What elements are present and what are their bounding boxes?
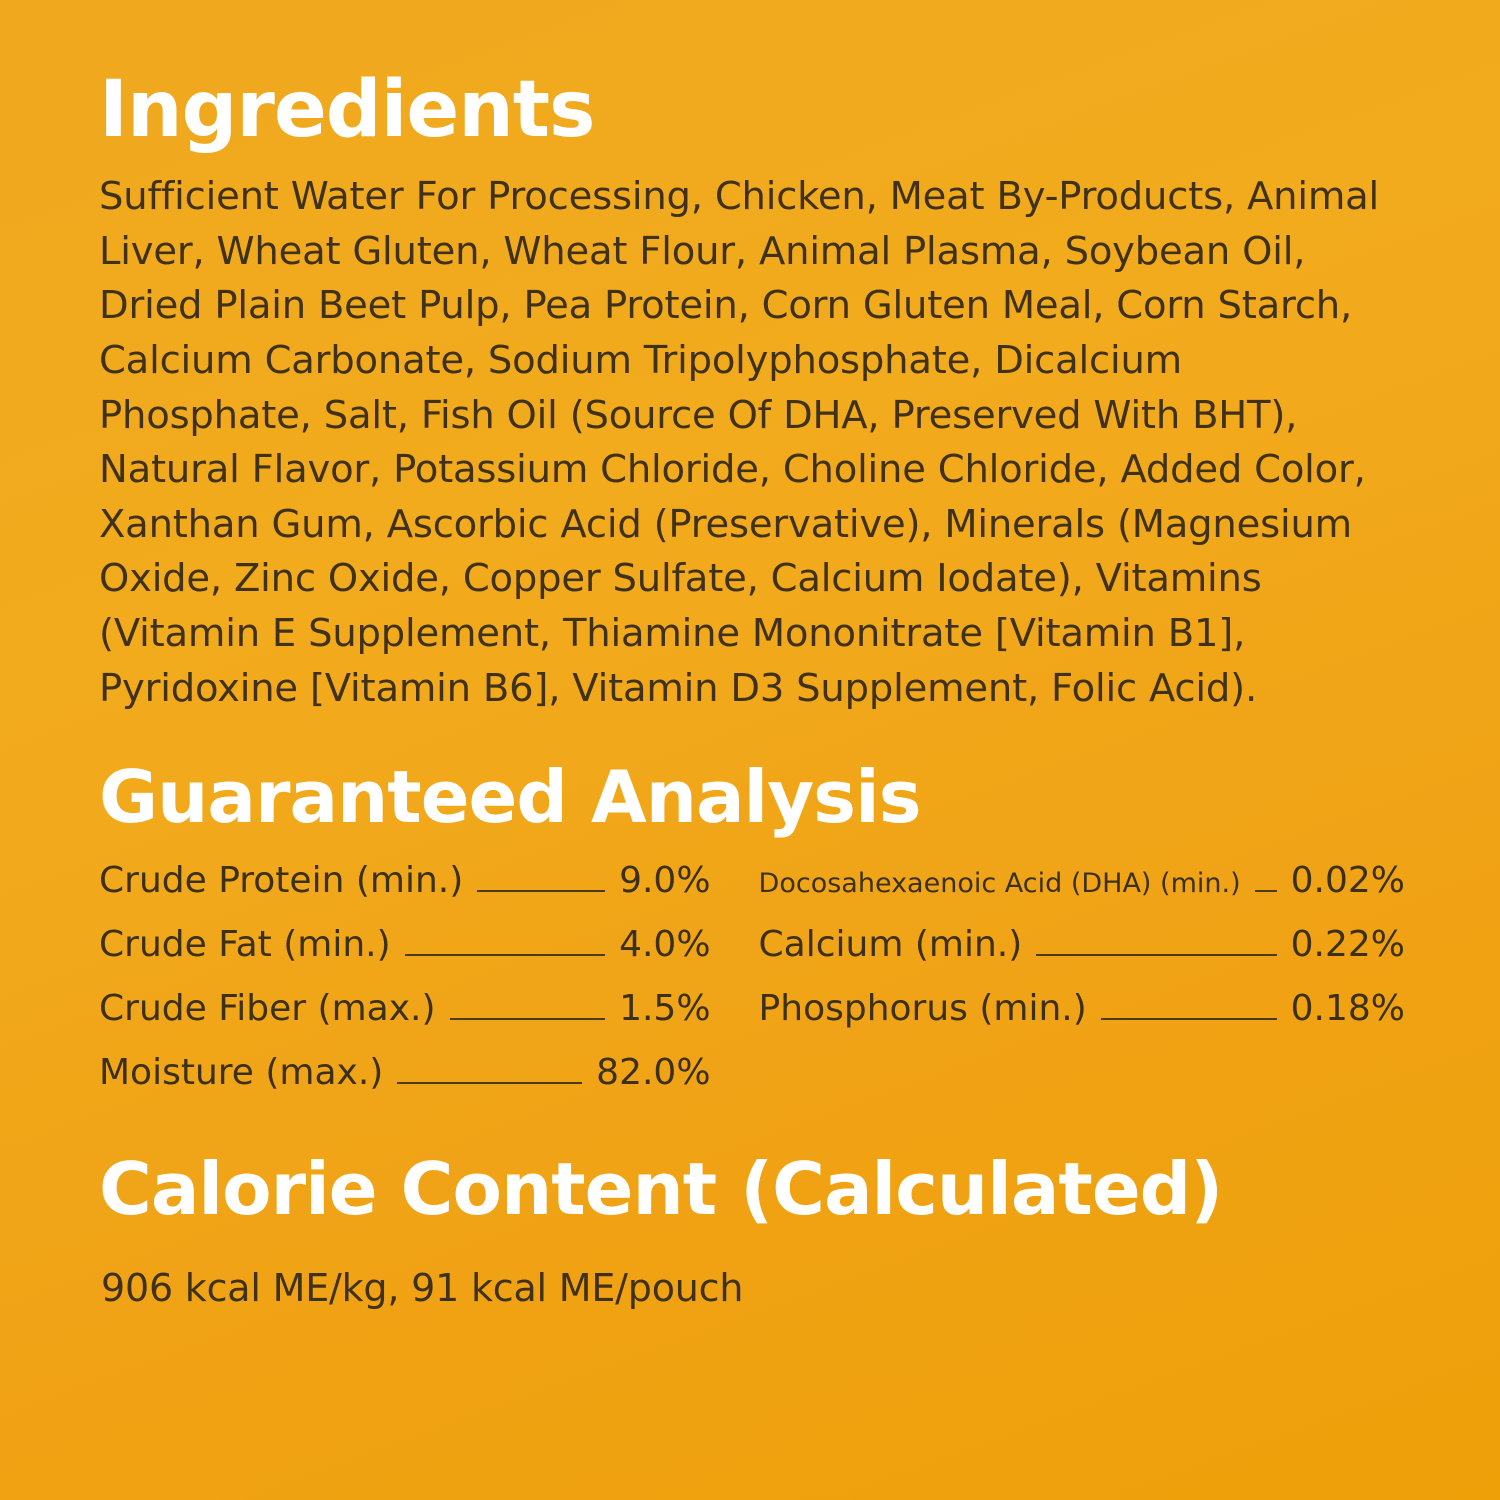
table-row <box>99 914 711 978</box>
table-row <box>759 850 1405 914</box>
table-row <box>99 1042 711 1106</box>
nutrient-value: 0.02% <box>1290 860 1405 902</box>
leader-line <box>405 954 605 956</box>
ingredients-text: Sufficient Water For Processing, Chicken, Meat By-Products, Animal Liver, Wheat Gluten, Wheat Flour, Animal Plasma, Soybean Oil, Dried Plain Beet Pulp, Pea Protein, Corn Gluten Meal, Corn Starch, Calcium Carbonate, Sodium Tripolyphosphate, Dicalcium Phosphate, Salt, Fish Oil (Source Of DHA, Preserved With BHT), Natural Flavor, Potassium Chloride, Choline Chloride, Added Color, Xanthan Gum, Ascorbic Acid (Preservative), Minerals (Magnesium Oxide, Zinc Oxide, Copper Sulfate, Calcium Iodate), Vitamins (Vitamin E Supplement, Thiamine Mononitrate [Vitamin B1], Pyridoxine [Vitamin B6], Vitamin D3 Supplement, Folic Acid). <box>99 173 1380 711</box>
nutrient-label: Phosphorus (min.) <box>758 988 1087 1030</box>
ingredients-heading: Ingredients <box>99 65 595 155</box>
leader-line <box>1101 1018 1277 1020</box>
guaranteed-analysis-left-column <box>99 850 711 1106</box>
table-row <box>759 978 1405 1042</box>
nutrient-label: Crude Fat (min.) <box>99 924 391 966</box>
table-row <box>759 914 1405 978</box>
nutrient-label: Docosahexaenoic Acid (DHA) (min.) <box>758 868 1241 900</box>
nutrient-value: 9.0% <box>619 860 711 902</box>
nutrient-value: 4.0% <box>619 924 711 966</box>
nutrient-value: 0.22% <box>1290 924 1405 966</box>
guaranteed-analysis-right-column <box>759 850 1405 1106</box>
leader-line <box>1255 890 1277 892</box>
guaranteed-analysis-heading: Guaranteed Analysis <box>99 755 921 840</box>
leader-line <box>450 1018 606 1020</box>
guaranteed-analysis-table <box>99 850 1405 1106</box>
nutrient-label: Crude Fiber (max.) <box>99 988 436 1030</box>
nutrient-value: 0.18% <box>1290 988 1405 1030</box>
nutrient-label: Crude Protein (min.) <box>99 860 464 902</box>
leader-line <box>397 1082 582 1084</box>
table-row <box>99 850 711 914</box>
calorie-content-heading: Calorie Content (Calculated) <box>99 1147 1223 1232</box>
nutrient-label: Calcium (min.) <box>758 924 1023 966</box>
nutrient-value: 82.0% <box>596 1052 711 1094</box>
nutrient-value: 1.5% <box>619 988 711 1030</box>
leader-line <box>477 890 605 892</box>
calorie-content-text: 906 kcal ME/kg, 91 kcal ME/pouch <box>101 1265 744 1310</box>
leader-line <box>1036 954 1276 956</box>
nutrient-label: Moisture (max.) <box>99 1052 384 1094</box>
table-row <box>99 978 711 1042</box>
